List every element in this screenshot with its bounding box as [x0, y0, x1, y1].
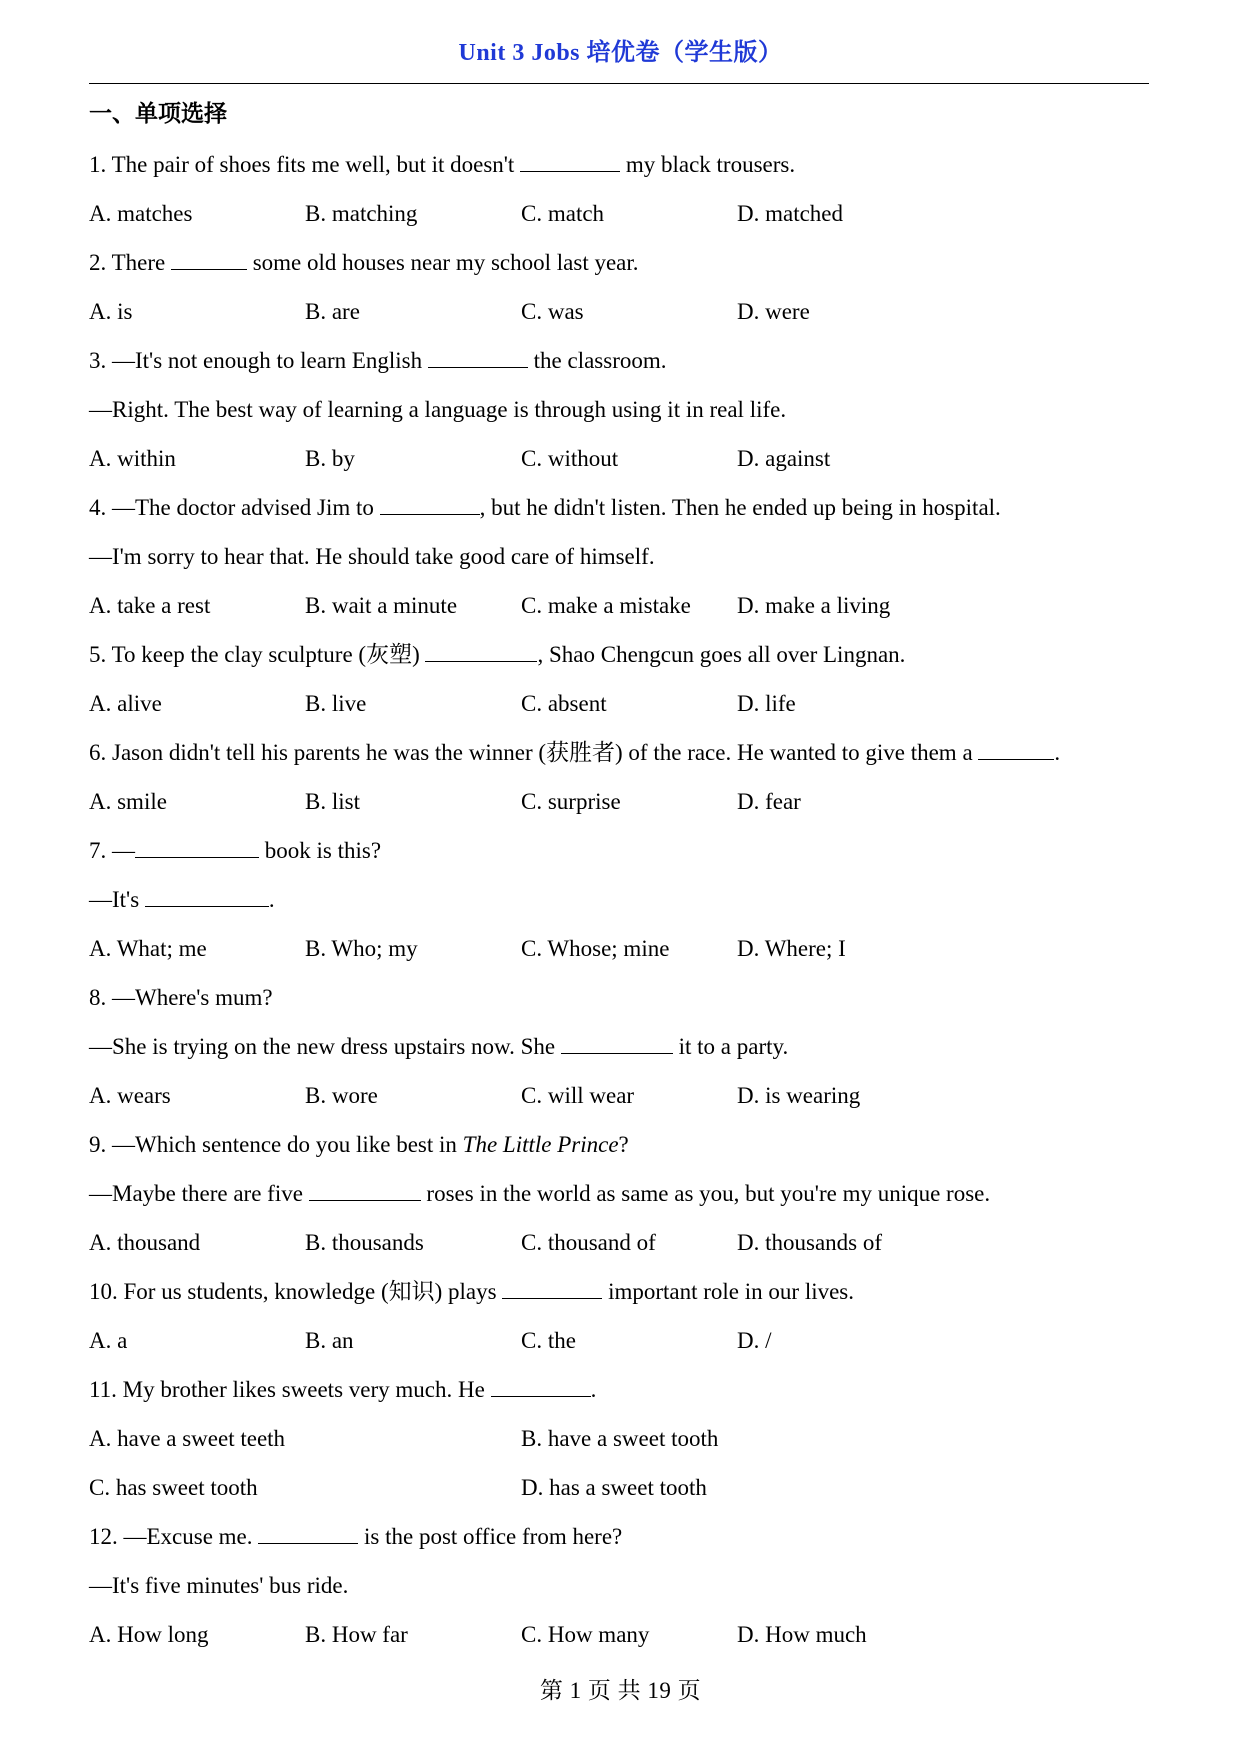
question-text: my black trousers. — [620, 152, 796, 177]
question-text: roses in the world as same as you, but you're my unique rose. — [420, 1181, 991, 1206]
section-title: 一、单项选择 — [89, 101, 227, 127]
option-c[interactable]: C. will wear — [521, 1083, 635, 1108]
header-divider — [89, 83, 1149, 84]
option-d[interactable]: D. against — [737, 446, 831, 471]
question-text: important role in our lives. — [602, 1279, 855, 1304]
option-b[interactable]: B. live — [305, 691, 367, 716]
option-b[interactable]: B. matching — [305, 201, 418, 226]
option-d[interactable]: D. thousands of — [737, 1230, 883, 1255]
option-a[interactable]: A. How long — [89, 1622, 209, 1647]
question-text: —It's — [89, 887, 145, 912]
option-a[interactable]: A. What; me — [89, 936, 207, 961]
question-text: 10. For us students, knowledge (知识) plays — [89, 1279, 503, 1304]
answer-blank — [171, 251, 247, 270]
question-3-stem — [89, 336, 1149, 385]
question-4-options — [89, 581, 1149, 630]
question-8-stem: 8. —Where's mum? — [89, 985, 273, 1010]
question-text: some old houses near my school last year. — [246, 250, 639, 275]
question-12-options — [89, 1610, 1149, 1659]
option-d[interactable]: D. / — [737, 1328, 772, 1353]
question-12-stem — [89, 1512, 1149, 1561]
question-text: 1. The pair of shoes fits me well, but it doesn't — [89, 152, 521, 177]
question-text: . — [1054, 740, 1061, 765]
option-c[interactable]: C. has sweet tooth — [89, 1475, 258, 1500]
option-b[interactable]: B. list — [305, 789, 360, 814]
option-a[interactable]: A. a — [89, 1328, 128, 1353]
option-c[interactable]: C. was — [521, 299, 584, 324]
option-d[interactable]: D. life — [737, 691, 796, 716]
question-text: book is this? — [259, 838, 382, 863]
answer-blank — [135, 839, 259, 858]
answer-blank — [561, 1035, 673, 1054]
option-b[interactable]: B. How far — [305, 1622, 408, 1647]
question-text: , but he didn't listen. Then he ended up being in hospital. — [479, 495, 1001, 520]
question-7-dialogue — [89, 875, 1149, 924]
option-b[interactable]: B. an — [305, 1328, 354, 1353]
option-c[interactable]: C. absent — [521, 691, 607, 716]
question-2-stem — [89, 238, 1149, 287]
question-text: 7. — — [89, 838, 135, 863]
question-text: 2. There — [89, 250, 171, 275]
option-b[interactable]: B. wait a minute — [305, 593, 458, 618]
answer-blank — [380, 496, 480, 515]
answer-blank — [502, 1280, 602, 1299]
answer-blank — [978, 741, 1054, 760]
option-c[interactable]: C. How many — [521, 1622, 650, 1647]
option-a[interactable]: A. take a rest — [89, 593, 211, 618]
question-text: 6. Jason didn't tell his parents he was the winner (获胜者) of the race. He wanted to give them a — [89, 740, 979, 765]
question-8-dialogue — [89, 1022, 1149, 1071]
question-1-stem — [89, 140, 1149, 189]
question-9-options — [89, 1218, 1149, 1267]
question-6-stem — [89, 728, 1149, 777]
book-title: The Little Prince — [462, 1132, 619, 1157]
answer-blank — [309, 1182, 421, 1201]
option-c[interactable]: C. make a mistake — [521, 593, 691, 618]
option-a[interactable]: A. alive — [89, 691, 162, 716]
question-5-stem — [89, 630, 1149, 679]
question-9-stem — [89, 1120, 1149, 1169]
option-d[interactable]: D. matched — [737, 201, 844, 226]
question-text: . — [268, 887, 275, 912]
question-text: is the post office from here? — [358, 1524, 623, 1549]
option-b[interactable]: B. have a sweet tooth — [521, 1426, 719, 1451]
option-a[interactable]: A. is — [89, 299, 133, 324]
option-b[interactable]: B. by — [305, 446, 355, 471]
question-12-dialogue: —It's five minutes' bus ride. — [89, 1573, 349, 1598]
question-text: —She is trying on the new dress upstairs now. She — [89, 1034, 561, 1059]
question-text: it to a party. — [672, 1034, 789, 1059]
option-c[interactable]: C. Whose; mine — [521, 936, 670, 961]
option-d[interactable]: D. Where; I — [737, 936, 846, 961]
answer-blank — [520, 153, 620, 172]
option-d[interactable]: D. were — [737, 299, 810, 324]
question-10-stem — [89, 1267, 1149, 1316]
option-c[interactable]: C. thousand of — [521, 1230, 656, 1255]
question-11-stem — [89, 1365, 1149, 1414]
option-a[interactable]: A. within — [89, 446, 176, 471]
option-d[interactable]: D. fear — [737, 789, 801, 814]
question-7-options — [89, 924, 1149, 973]
question-text: 11. My brother likes sweets very much. He — [89, 1377, 491, 1402]
option-b[interactable]: B. thousands — [305, 1230, 424, 1255]
question-6-options — [89, 777, 1149, 826]
question-11-options-row1 — [89, 1414, 1149, 1463]
option-c[interactable]: C. surprise — [521, 789, 621, 814]
question-10-options — [89, 1316, 1149, 1365]
question-4-dialogue: —I'm sorry to hear that. He should take good care of himself. — [89, 544, 655, 569]
question-text: 9. —Which sentence do you like best in — [89, 1132, 463, 1157]
question-2-options — [89, 287, 1149, 336]
option-d[interactable]: D. How much — [737, 1622, 867, 1647]
document-title: Unit 3 Jobs 培优卷（学生版） — [458, 40, 783, 66]
option-b[interactable]: B. are — [305, 299, 360, 324]
question-text: ? — [618, 1132, 629, 1157]
question-text: 4. —The doctor advised Jim to — [89, 495, 380, 520]
answer-blank — [425, 643, 537, 662]
option-a[interactable]: A. smile — [89, 789, 167, 814]
option-a[interactable]: A. wears — [89, 1083, 171, 1108]
option-d[interactable]: D. has a sweet tooth — [521, 1475, 707, 1500]
question-text: 5. To keep the clay sculpture (灰塑) — [89, 642, 426, 667]
answer-blank — [258, 1525, 358, 1544]
answer-blank — [145, 888, 269, 907]
option-a[interactable]: A. matches — [89, 201, 193, 226]
question-text: the classroom. — [527, 348, 667, 373]
question-3-dialogue: —Right. The best way of learning a language is through using it in real life. — [89, 397, 787, 422]
question-text: —Maybe there are five — [89, 1181, 309, 1206]
option-c[interactable]: C. match — [521, 201, 605, 226]
question-11-options-row2 — [89, 1463, 1149, 1512]
answer-blank — [428, 349, 528, 368]
question-8-options — [89, 1071, 1149, 1120]
option-a[interactable]: A. thousand — [89, 1230, 201, 1255]
option-d[interactable]: D. is wearing — [737, 1083, 861, 1108]
question-text: 3. —It's not enough to learn English — [89, 348, 428, 373]
answer-blank — [491, 1378, 591, 1397]
option-a[interactable]: A. have a sweet teeth — [89, 1426, 286, 1451]
question-1-options — [89, 189, 1149, 238]
question-text: 12. —Excuse me. — [89, 1524, 259, 1549]
question-text: , Shao Chengcun goes all over Lingnan. — [537, 642, 906, 667]
document-body — [89, 93, 1149, 1659]
question-7-stem — [89, 826, 1149, 875]
option-d[interactable]: D. make a living — [737, 593, 891, 618]
question-4-stem — [89, 483, 1149, 532]
option-b[interactable]: B. wore — [305, 1083, 378, 1108]
question-9-dialogue — [89, 1169, 1149, 1218]
question-3-options — [89, 434, 1149, 483]
question-text: . — [590, 1377, 597, 1402]
question-5-options — [89, 679, 1149, 728]
option-c[interactable]: C. without — [521, 446, 619, 471]
option-c[interactable]: C. the — [521, 1328, 576, 1353]
page-number: 第 1 页 共 19 页 — [539, 1678, 702, 1703]
option-b[interactable]: B. Who; my — [305, 936, 418, 961]
